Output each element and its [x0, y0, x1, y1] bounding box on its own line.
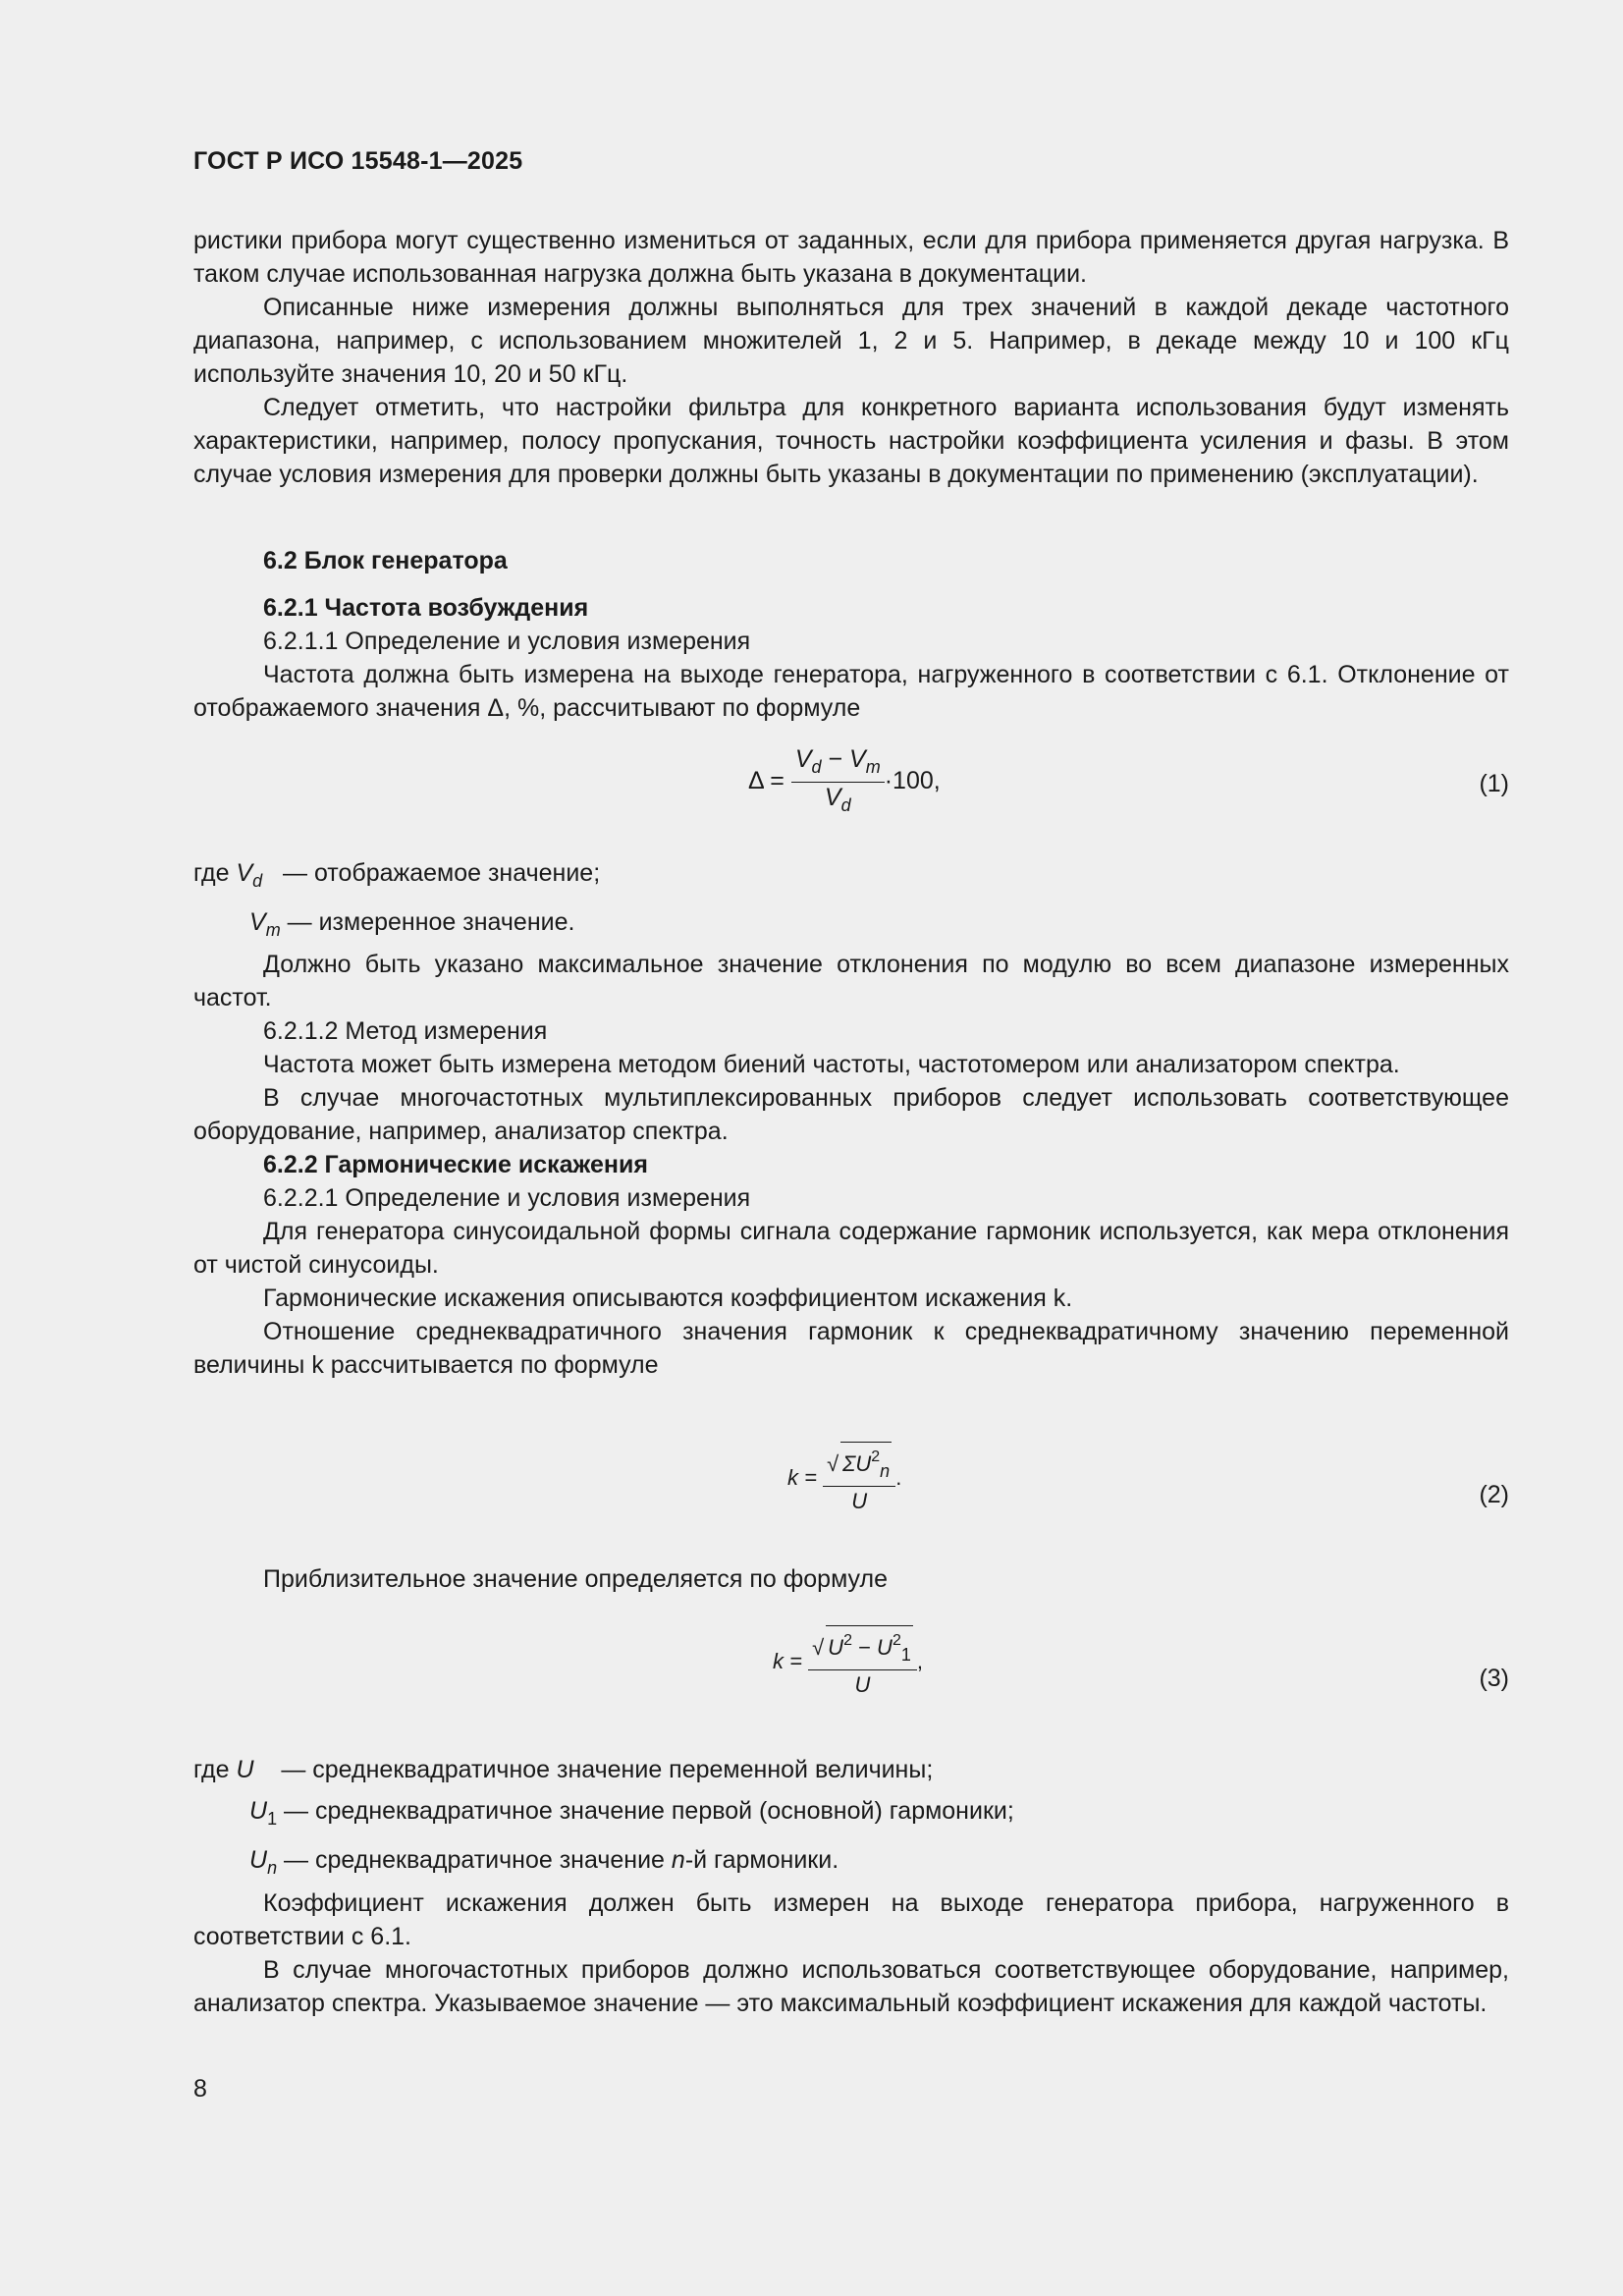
symbol-description: — отображаемое значение; [283, 859, 601, 887]
paragraph: Коэффициент искажения должен быть измерен на выходе генератора прибора, нагруженного в соответствии с 6.1. [193, 1889, 1509, 1950]
symbol-sub: 1 [267, 1809, 278, 1829]
paragraph: Частота должна быть измерена на выходе генератора, нагруженного в соответствии с 6.1. Отклонение от отображаемого значения Δ, %, рассчитывают по формуле [193, 661, 1509, 722]
formula-number: (3) [1479, 1665, 1509, 1692]
formula-body [773, 1625, 923, 1700]
paragraph: Описанные ниже измерения должны выполняться для трех значений в каждой декаде частотного диапазона, например, с использованием множителей 1, 2 и 5. Например, в декаде между 10 и 100 кГц используйте значения 10, 20 и 50 кГц. [193, 294, 1509, 388]
symbol: U [249, 1846, 268, 1874]
var-sup: 2 [892, 1632, 901, 1649]
page-number: 8 [193, 2075, 207, 2103]
symbol: V [236, 859, 253, 887]
formula-2 [193, 1442, 1509, 1520]
var: U [854, 1672, 871, 1697]
var-sub: n [880, 1461, 891, 1481]
paragraph: Для генератора синусоидальной формы сигнала содержание гармоник используется, как мера отклонения от чистой синусоиды. [193, 1218, 1509, 1279]
symbol-sub: m [265, 920, 281, 940]
operator: − [821, 745, 850, 773]
symbol-sub: d [252, 871, 263, 891]
symbol: U [249, 1797, 268, 1825]
section-heading: 6.2 Блок генератора [263, 547, 508, 574]
text-block-2 [193, 591, 1509, 725]
subsection-heading: 6.2.1 Частота возбуждения [263, 594, 589, 622]
clause-heading: 6.2.2.1 Определение и условия измерения [263, 1184, 751, 1212]
paragraph: Гармонические искажения описываются коэффициентом искажения k. [263, 1285, 1073, 1312]
text-block-1 [193, 224, 1509, 491]
where-lead: где [193, 859, 230, 887]
document-header: ГОСТ Р ИСО 15548-1—2025 [193, 147, 523, 175]
formula-tail: , [916, 1648, 923, 1673]
var: V [824, 784, 841, 811]
paragraph: ристики прибора могут существенно измениться от заданных, если для прибора применяется другая нагрузка. В таком случае использованная нагрузка должна быть указана в документации. [193, 227, 1509, 288]
paragraph: Следует отметить, что настройки фильтра для конкретного варианта использования будут изменять характеристики, например, полосу пропускания, точность настройки коэффициента усиления и фазы. В этом случае условия измерения для проверки должны быть указаны в документации по применению (эксплуатации). [193, 394, 1509, 488]
where-lead: где [193, 1756, 230, 1783]
formula-body [787, 1442, 901, 1516]
where-list-1 [193, 856, 600, 947]
formula-lhs: k = [787, 1464, 817, 1490]
symbol-description: -й гармоники. [684, 1846, 839, 1874]
paragraph: В случае многочастотных мультиплексированных приборов следует использовать соответствующее оборудование, например, анализатор спектра. [193, 1084, 1509, 1145]
text-block-3 [193, 948, 1509, 1382]
operator: − [851, 1635, 878, 1660]
var-sub: d [811, 757, 822, 777]
clause-heading: 6.2.1.2 Метод измерения [263, 1017, 548, 1045]
formula-1 [193, 744, 1509, 823]
var: V [794, 745, 812, 773]
fraction: $\frac{√ \Sigma U^2_n}{U}$ [823, 1442, 895, 1516]
symbol-description: — измеренное значение. [287, 908, 575, 936]
paragraph: В случае многочастотных приборов должно использоваться соответствующее оборудование, например, анализатор спектра. Указываемое значение — это максимальный коэффициент искажения для каждой частоты. [193, 1956, 1509, 2017]
subsection-heading: 6.2.2 Гармонические искажения [263, 1151, 648, 1178]
where-row [193, 1843, 1014, 1885]
where-row [193, 1753, 1014, 1786]
symbol-description: — среднеквадратичное значение переменной величины; [281, 1756, 934, 1783]
text-block-5 [193, 1886, 1509, 2020]
paragraph: Частота может быть измерена методом биений частоты, частотомером или анализатором спектра. [263, 1051, 1400, 1078]
var-sub: d [840, 795, 851, 815]
where-row [193, 1794, 1014, 1835]
where-list-2 [193, 1753, 1014, 1885]
formula-lhs: k = [773, 1648, 802, 1673]
formula-lhs: Δ = [748, 767, 784, 795]
fraction: $\frac{√ U^2 - U^2_1}{U}$ [808, 1625, 917, 1700]
formula-tail: . [895, 1464, 902, 1490]
text-block-4 [193, 1562, 1509, 1596]
where-row [193, 856, 600, 898]
formula-number: (2) [1479, 1481, 1509, 1508]
symbol: U [236, 1756, 254, 1783]
var-sup: 2 [843, 1632, 852, 1649]
var-sub: m [865, 757, 881, 777]
symbol-sub: n [267, 1858, 278, 1878]
symbol-description: — среднеквадратичное значение [284, 1846, 672, 1874]
paragraph: Отношение среднеквадратичного значения гармоник к среднеквадратичному значению переменной величины k рассчитывается по формуле [193, 1318, 1509, 1379]
where-row [193, 905, 600, 947]
var: V [849, 745, 866, 773]
formula-tail: ·100, [884, 767, 941, 795]
paragraph: Должно быть указано максимальное значение отклонения по модулю во всем диапазоне измеренных частот. [193, 951, 1509, 1011]
var: U [851, 1489, 868, 1513]
var-sup: 2 [871, 1449, 881, 1465]
fraction [791, 744, 885, 820]
section-6-2-heading-block [193, 544, 1509, 577]
formula-3 [193, 1625, 1509, 1704]
formula-body [748, 744, 941, 820]
var: U [877, 1635, 893, 1660]
symbol-description: — среднеквадратичное значение первой (основной) гармоники; [284, 1797, 1014, 1825]
symbol-inline: n [671, 1846, 685, 1874]
clause-heading: 6.2.1.1 Определение и условия измерения [263, 628, 751, 655]
var: U [828, 1635, 844, 1660]
symbol: V [249, 908, 266, 936]
paragraph: Приблизительное значение определяется по формуле [263, 1565, 888, 1593]
var-sub: 1 [900, 1645, 911, 1665]
var: ΣU [842, 1451, 872, 1476]
formula-number: (1) [1479, 770, 1509, 797]
